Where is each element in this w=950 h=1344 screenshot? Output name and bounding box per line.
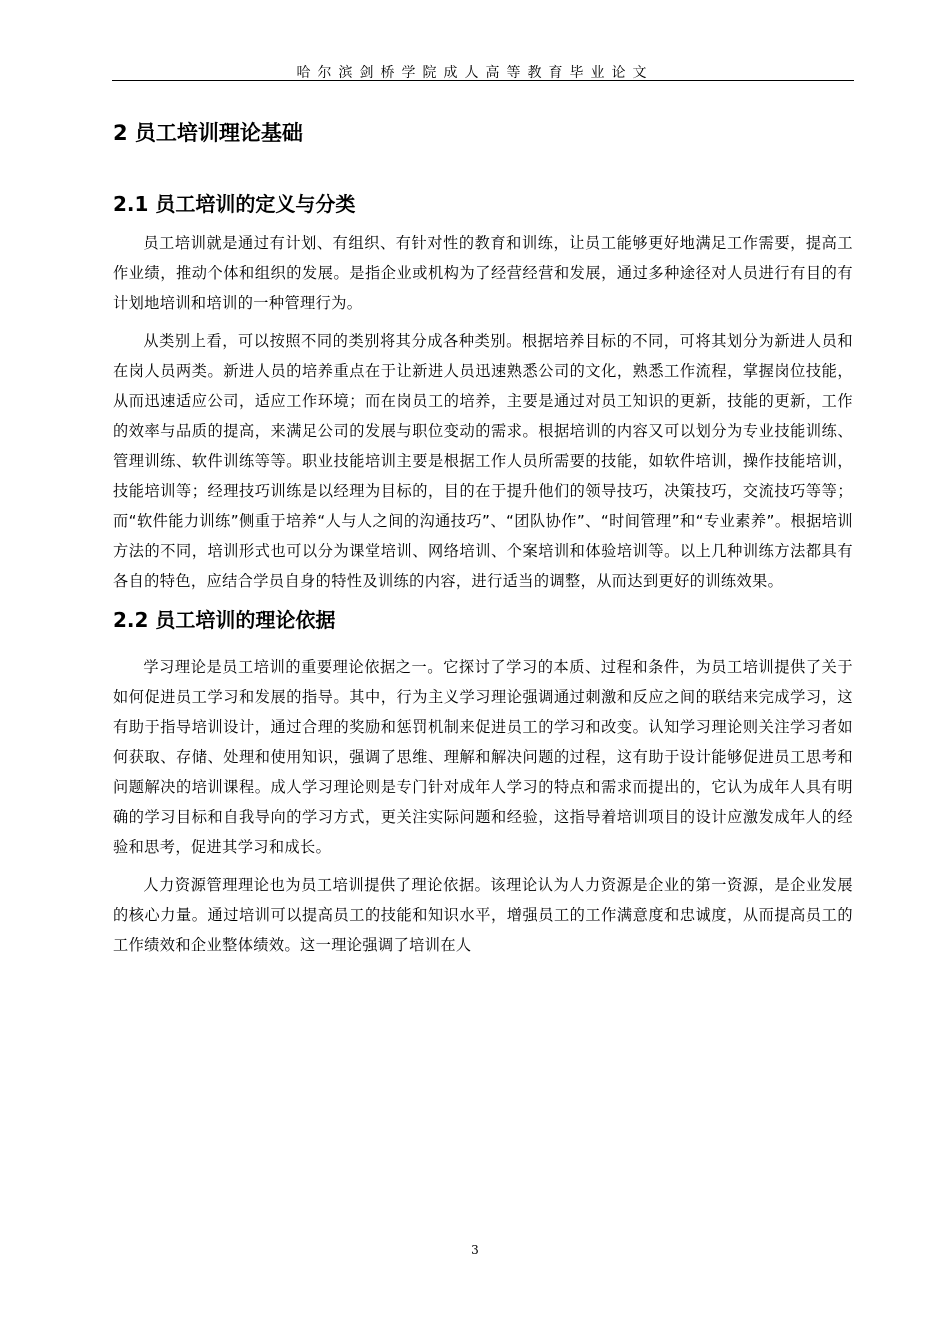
chapter-title: 2 员工培训理论基础 (113, 121, 303, 145)
page-number: 3 (471, 1243, 479, 1257)
section-title-2-2: 2.2 员工培训的理论依据 (113, 608, 336, 632)
running-header: 哈尔滨剑桥学院成人高等教育毕业论文 (296, 65, 654, 81)
paragraph: 从类别上看，可以按照不同的类别将其分成各种类别。根据培养目标的不同，可将其划分为新进人员和在岗人员两类。新进人员的培养重点在于让新进人员迅速熟悉公司的文化，熟悉工作流程，掌握岗位技能，从而迅速适应公司，适应工作环境；而在岗员工的培养，主要是通过对员工知识的更新，技能的更新，工作的效率与品质的提高，来满足公司的发展与职位变动的需求。根据培训的内容又可以划分为专业技能训练、管理训练、软件训练等等。职业技能培训主要是根据工作人员所需要的技能，如软件培训，操作技能培训，技能培训等；经理技巧训练是以经理为目标的，目的在于提升他们的领导技巧，决策技巧，交流技巧等等；而“软件能力训练”侧重于培养“人与人之间的沟通技巧”、“团队协作”、“时间管理”和“专业素养”。根据培训方法的不同，培训形式也可以分为课堂培训、网络培训、个案培训和体验培训等。以上几种训练方法都具有各自的特色，应结合学员自身的特性及训练的内容，进行适当的调整，从而达到更好的训练效果。 (113, 332, 853, 590)
paragraph: 人力资源管理理论也为员工培训提供了理论依据。该理论认为人力资源是企业的第一资源，是企业发展的核心力量。通过培训可以提高员工的技能和知识水平，增强员工的工作满意度和忠诚度，从而提高员工的工作绩效和企业整体绩效。这一理论强调了培训在人 (113, 876, 853, 954)
paragraph: 员工培训就是通过有计划、有组织、有针对性的教育和训练，让员工能够更好地满足工作需要，提高工作业绩，推动个体和组织的发展。是指企业或机构为了经营经营和发展，通过多种途径对人员进行有目的有计划地培训和培训的一种管理行为。 (113, 234, 853, 312)
header-rule (112, 80, 854, 81)
section-title-2-1: 2.1 员工培训的定义与分类 (113, 192, 356, 216)
paragraph: 学习理论是员工培训的重要理论依据之一。它探讨了学习的本质、过程和条件，为员工培训提供了关于如何促进员工学习和发展的指导。其中，行为主义学习理论强调通过刺激和反应之间的联结来完成学习，这有助于指导培训设计，通过合理的奖励和惩罚机制来促进员工的学习和改变。认知学习理论则关注学习者如何获取、存储、处理和使用知识，强调了思维、理解和解决问题的过程，这有助于设计能够促进员工思考和问题解决的培训课程。成人学习理论则是专门针对成年人学习的特点和需求而提出的，它认为成年人具有明确的学习目标和自我导向的学习方式，更关注实际问题和经验，这指导着培训项目的设计应激发成年人的经验和思考，促进其学习和成长。 (113, 658, 853, 856)
page-body (113, 112, 853, 960)
